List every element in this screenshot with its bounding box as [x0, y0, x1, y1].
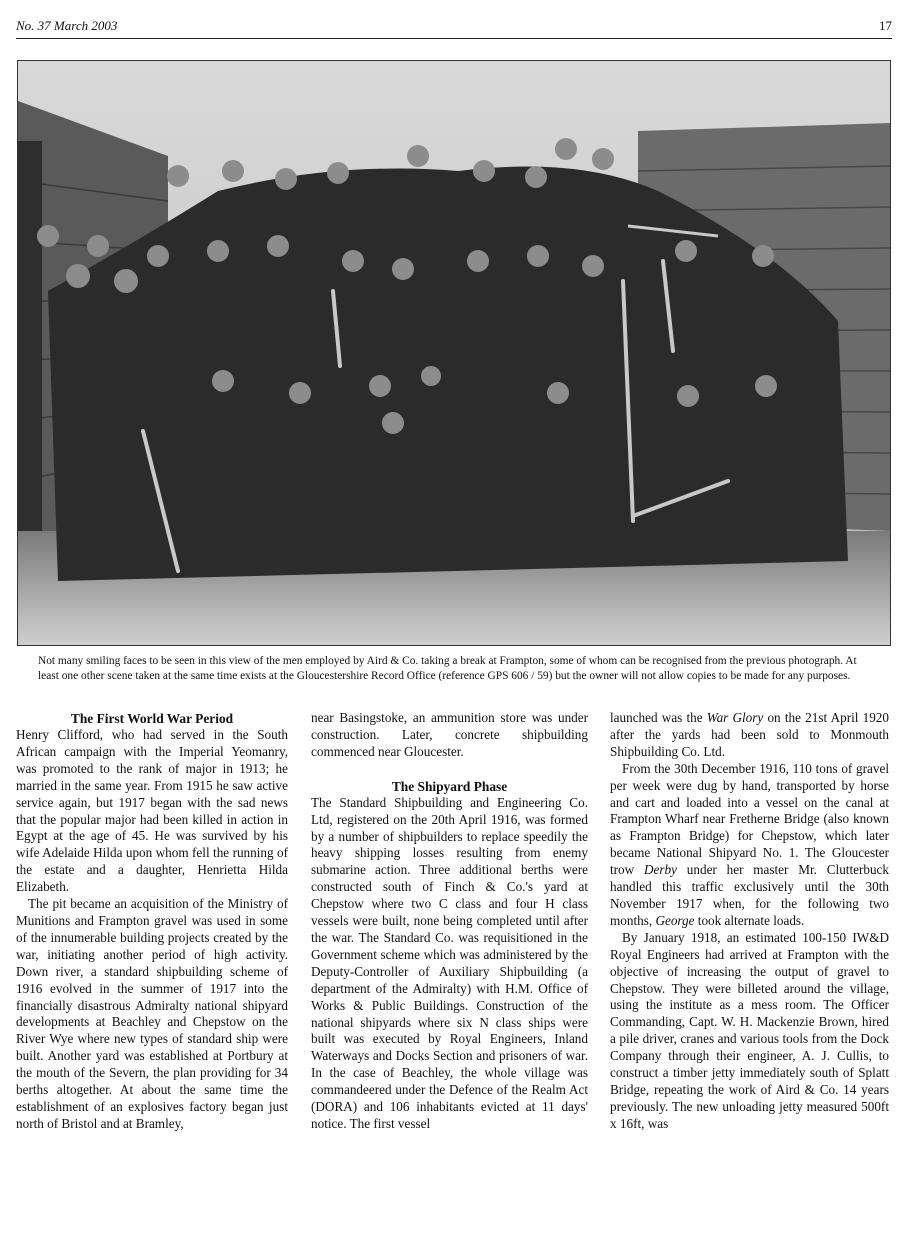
paragraph: By January 1918, an estimated 100-150 IW&D Royal Engineers had arrived at Frampton with the objective of increasing the output of gravel to Chepstow. They were billeted around the village, using the institute as a mess room. The Officer Commanding, Capt. W. H. Mackenzie Brown, hired a pile driver, cranes and various tools from the Dock Company through their engineer, A. J. Cullis, to construct a timber jetty immediately south of Splatt Bridge, repeating the work of Aird & Co. 14 years previously. The new unloading jetty measured 500ft x 16ft, was: [610, 929, 889, 1131]
photo-caption: Not many smiling faces to be seen in this view of the men employed by Aird & Co. taking a break at Frampton, some of whom can be recognised from the previous photograph. At least one other scene taken at the same time exists at the Gloucestershire Record Office (reference GPS 606 / 59) but the owner will not allow copies to be made for any purposes.: [38, 655, 857, 682]
paragraph: The Standard Shipbuilding and Engineering Co. Ltd, registered on the 20th April 1916, was formed by a number of shipbuilders to replace speedily the heavy shipping losses resulting from enemy submarine action. Three additional berths were constructed south of Finch & Co.'s yard at Chepstow where two C class and four H class vessels were built, none being completed until after the war. The Standard Co. was requisitioned in the Government scheme which was administered by the Deputy-Controller of Auxiliary Shipbuilding (a department of the Admiralty) with H.M. Office of Works & Public Buildings. Construction of the national shipyards where six N class ships were built was executed by Royal Engineers, Inland Waterways and Docks Section and prisoners of war. In the case of Beachley, the whole village was commandeered under the Defence of the Realm Act (DORA) and 106 inhabitants evicted at 11 days' notice. The first vessel: [311, 794, 588, 1131]
text-run: launched was the: [610, 710, 707, 725]
ship-name: George: [655, 912, 695, 928]
paragraph: Henry Clifford, who had served in the South African campaign with the Imperial Yeomanry, was promoted to the rank of major in 1913; he married in the same year. From 1915 he saw active service again, but 1917 began with the sad news that the popular major had been killed in action in Egypt at the age of 45. He was survived by his wife Adelaide Hilda upon whom fell the running of the estate and a daughter, Henrietta Hilda Elizabeth.: [16, 727, 288, 895]
paragraph: [610, 761, 889, 930]
group-photo-icon: [18, 61, 890, 645]
paragraph: The pit became an acquisition of the Ministry of Munitions and Frampton gravel was used in some of the innumerable building projects created by the war, initiating another period of high activity. Down river, a standard shipbuilding scheme of 1916 evolved in the summer of 1917 into the financially disastrous Admiralty national shipyard developments at Beachley and Chepstow on the River Wye where new types of standard ship were built. Another yard was established at Portbury at the mouth of the Severn, the plan providing for 34 berths altogether. At about the same time the establishment of an explosives factory began just north of Bristol and at Bramley,: [16, 896, 288, 1131]
group-photograph: [17, 60, 891, 646]
page-number: 17: [879, 18, 892, 33]
ship-name: Derby: [644, 862, 677, 878]
column-3: [610, 710, 889, 1133]
text-run: took alternate loads.: [694, 912, 805, 928]
page-header: [16, 18, 892, 39]
text-run: on the 21st April 1920 after the yards had been sold to Monmouth Shipbuilding Co. Ltd.: [610, 710, 889, 759]
text-run: From the 30th December 1916, 110 tons of gravel per week were dug by hand, transported by horse and cart and loaded into a vessel on the canal at Frampton Wharf near Fretherne Bridge (also known as Frampton Bridge) for Chepstow, which later became National Shipyard No. 1. The Gloucester trow: [610, 760, 889, 878]
section-heading-shipyard-phase: The Shipyard Phase: [391, 778, 508, 794]
ship-name: War Glory: [706, 710, 764, 725]
column-1: [16, 710, 288, 1133]
paragraph: [610, 710, 889, 761]
paragraph: near Basingstoke, an ammunition store was under construction. Later, concrete shipbuilding commenced near Gloucester.: [311, 710, 588, 759]
issue-label: No. 37 March 2003: [16, 18, 118, 33]
column-2: [311, 710, 588, 1133]
section-heading-first-world-war: The First World War Period: [70, 711, 234, 726]
text-run: under her master Mr. Clutterbuck handled this traffic exclusively until the 30th November 1917 when, for the following two months,: [610, 862, 889, 928]
